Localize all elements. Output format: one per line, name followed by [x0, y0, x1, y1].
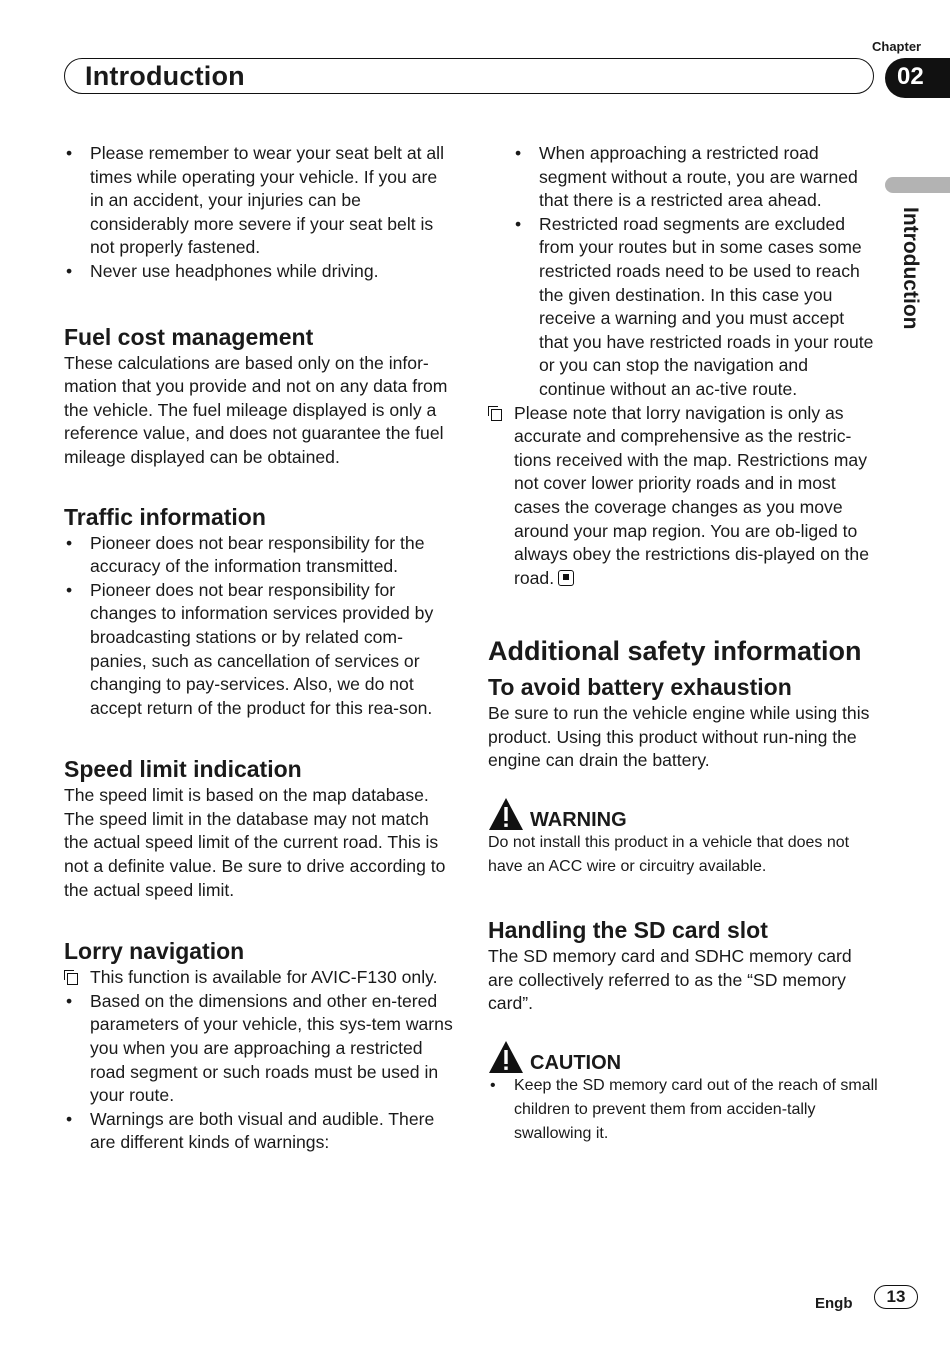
- list-item: • When approaching a restricted road segment without a route, you are warned that there is a restricted area ahead.: [513, 142, 878, 213]
- chapter-number: 02: [885, 58, 950, 98]
- right-column: [488, 142, 878, 1146]
- fuel-heading: Fuel cost management: [64, 323, 314, 350]
- language-code: Engb: [815, 1295, 853, 1312]
- lorry-note-text: Please note that lorry navigation is only as accurate and comprehensive as the restric-tions received with the map. Restrictions may not cover lower priority roads and in most cases the coverage changes as you move around your map region. You are ob-liged to always obey the restrictions dis-played on the road.: [514, 402, 869, 588]
- page-number: 13: [874, 1285, 918, 1309]
- warning-body: [488, 831, 878, 879]
- warning-text: Do not install this product in a vehicle that does not have an ACC wire or circuitry available.: [488, 834, 850, 876]
- warning-triangle-icon: [488, 797, 524, 831]
- battery-heading: To avoid battery exhaustion: [488, 674, 792, 701]
- caution-list: [488, 1074, 878, 1146]
- side-tab-label: [895, 207, 925, 357]
- list-item: • Keep the SD memory card out of the reach of small children to prevent them from acciden-tally swallowing it.: [488, 1074, 878, 1146]
- warning-kinds-list: [488, 142, 878, 402]
- battery-text: Be sure to run the vehicle engine while using this product. Using this product without run-ning the engine can drain the battery.: [488, 703, 870, 771]
- page-title: Introduction: [85, 61, 245, 91]
- warning-label: WARNING: [530, 809, 627, 832]
- caution-header: [488, 1036, 878, 1074]
- chapter-label: Chapter: [872, 39, 922, 54]
- speed-text: The speed limit is based on the map database. The speed limit in the database may not match the actual speed limit of the current road. This is not a definite value. Be sure to drive according to the actual speed limit.: [64, 785, 446, 900]
- list-item: This function is available for AVIC-F130 only.: [64, 966, 454, 990]
- list-item: [488, 402, 878, 591]
- caution-body: [488, 1074, 878, 1146]
- list-item: • Please remember to wear your seat belt at all times while operating your vehicle. If you are in an accident, your injuries can be considerably more severe if your seat belt is not properly fastened.: [64, 142, 454, 260]
- fuel-text: These calculations are based only on the infor-mation that you provide and not on any data from the vehicle. The fuel mileage displayed is only a reference value, and does not guarantee the fuel mileage displayed can be obtained.: [64, 352, 448, 467]
- traffic-heading: Traffic information: [64, 503, 266, 530]
- list-item: • Restricted road segments are excluded from your routes but in some cases some restricted roads need to be used to reach the given destination. In this case you receive a warning and you must accept that you have restricted roads in your route or you can stop the navigation and continue without an ac-tive route.: [513, 213, 878, 402]
- list-item: • Pioneer does not bear responsibility for changes to information services provided by broadcasting stations or by related com-panies, such as cancellation of services or changing to pay-services. Also, we do not accept return of the product for this rea-son.: [64, 579, 454, 721]
- left-column: [64, 142, 454, 1155]
- list-item: • Warnings are both visual and audible. There are different kinds of warnings:: [64, 1108, 454, 1155]
- warning-header: [488, 793, 878, 831]
- side-tab-marker: [885, 177, 950, 193]
- side-tab-text: Introduction: [899, 207, 922, 330]
- safety-heading: Additional safety information: [488, 636, 862, 667]
- list-item: • Never use headphones while driving.: [64, 260, 454, 284]
- speed-heading: Speed limit indication: [64, 756, 302, 783]
- list-item: • Pioneer does not bear responsibility for the accuracy of the information transmitted.: [64, 532, 454, 579]
- end-mark-icon: [558, 570, 574, 586]
- sd-heading: Handling the SD card slot: [488, 917, 768, 944]
- lorry-note-list: [488, 402, 878, 591]
- header-bar: [64, 58, 874, 94]
- lorry-list: [64, 966, 454, 1155]
- list-item: • Based on the dimensions and other en-tered parameters of your vehicle, this sys-tem warns you when you are approaching a restricted road segment or such roads must be used in your route.: [64, 990, 454, 1108]
- caution-triangle-icon: [488, 1040, 524, 1074]
- intro-bullet-list: [64, 142, 454, 284]
- caution-label: CAUTION: [530, 1051, 622, 1074]
- traffic-bullet-list: [64, 532, 454, 721]
- sd-text: The SD memory card and SDHC memory card are collectively referred to as the “SD memory card”.: [488, 946, 852, 1014]
- lorry-heading: Lorry navigation: [64, 938, 245, 965]
